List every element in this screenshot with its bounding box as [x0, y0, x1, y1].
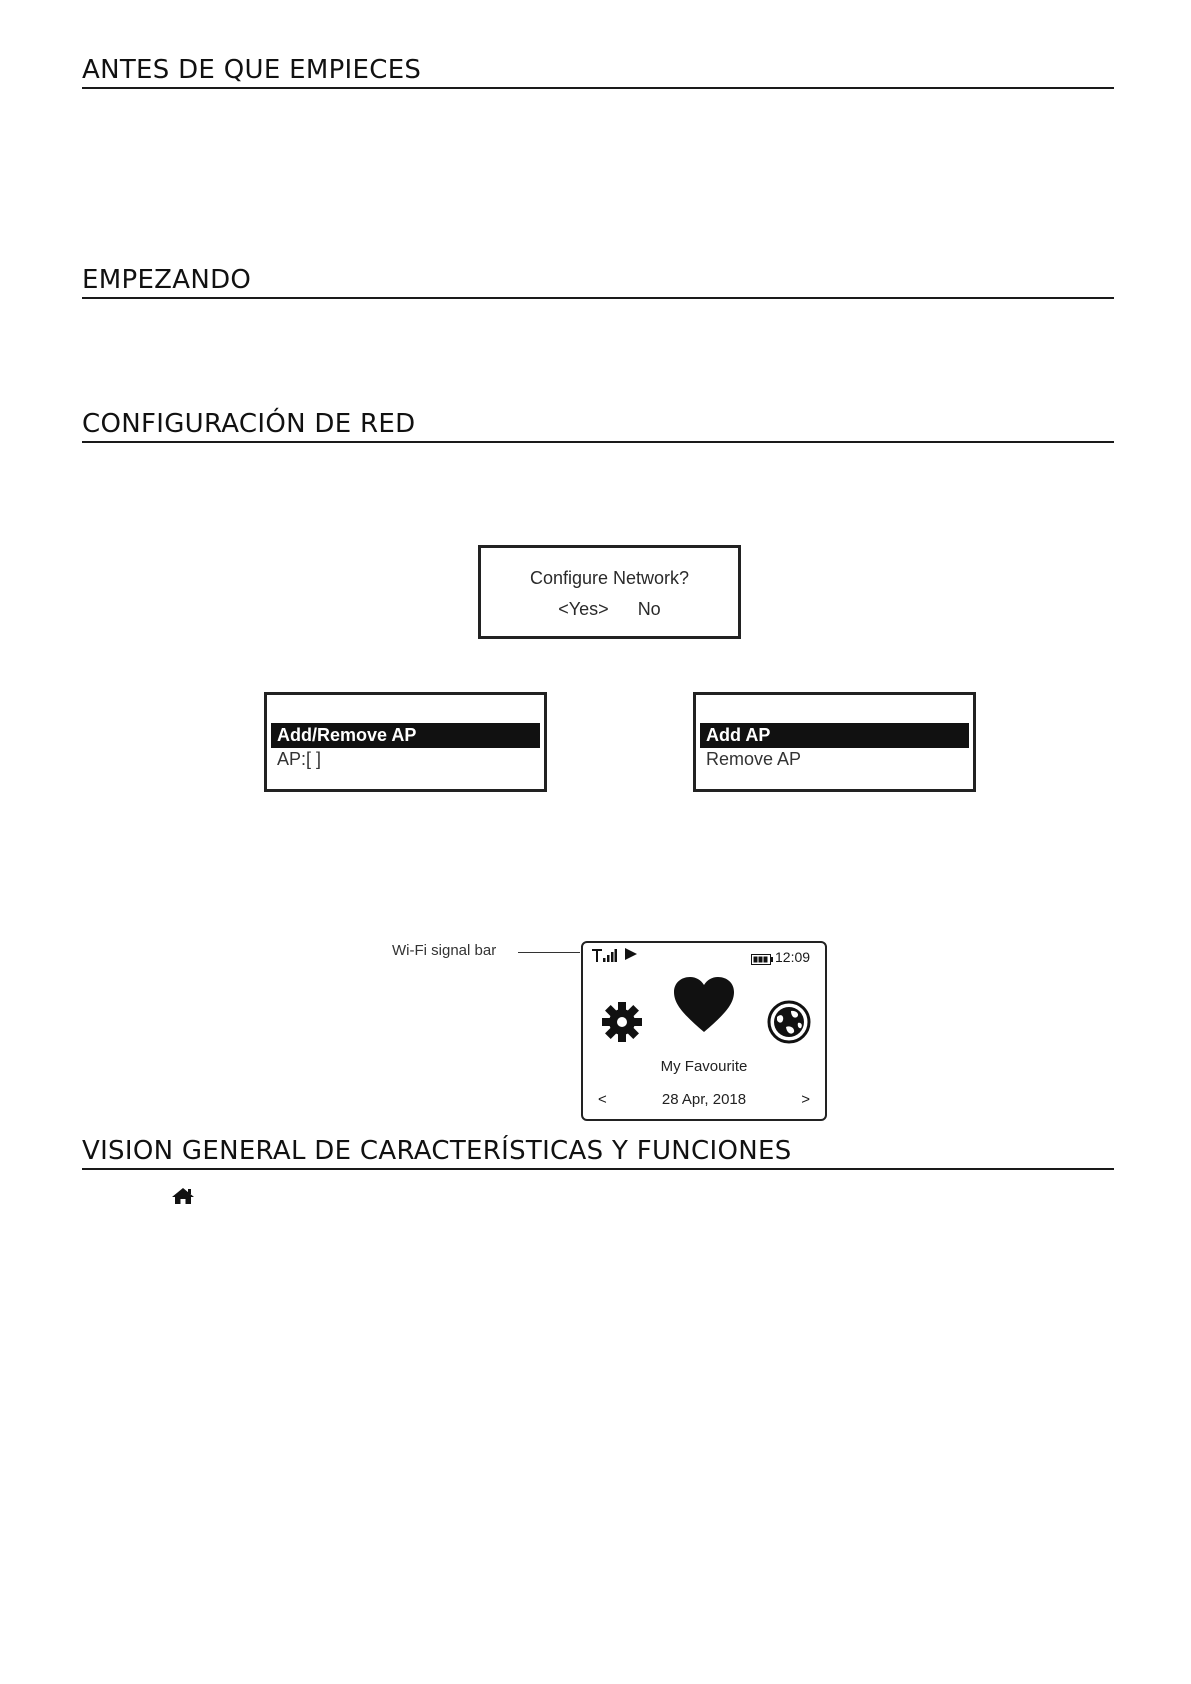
heading-overview: VISION GENERAL DE CARACTERÍSTICAS Y FUNCIONES [82, 1136, 1114, 1170]
configure-network-dialog [478, 545, 741, 639]
dialog-no-option: No [637, 599, 661, 619]
menu-item: AP:[ ] [277, 749, 322, 769]
heart-icon [673, 976, 735, 1039]
home-screen-label: My Favourite [660, 1058, 748, 1075]
dialog-options [481, 599, 738, 620]
clock-time: 12:09 [775, 949, 811, 965]
callout-leader-line [518, 952, 580, 953]
dialog-title: Configure Network? [529, 568, 690, 588]
add-ap-screen [693, 692, 976, 792]
home-screen-date: 28 Apr, 2018 [661, 1091, 747, 1108]
prev-arrow: < [598, 1091, 607, 1108]
dialog-yes-option: <Yes> [558, 599, 609, 619]
gear-icon [601, 1001, 643, 1048]
heading-network-config: CONFIGURACIÓN DE RED [82, 409, 1114, 443]
add-remove-ap-screen [264, 692, 547, 792]
battery-icon [751, 952, 773, 970]
menu-selected-item: Add/Remove AP [271, 723, 540, 748]
signal-icon [591, 949, 617, 968]
heading-getting-started: EMPEZANDO [82, 265, 1114, 299]
globe-icon [767, 1000, 811, 1049]
home-icon [171, 1187, 195, 1210]
menu-item: Remove AP [706, 749, 802, 769]
menu-selected-item: Add AP [700, 723, 969, 748]
home-screen-display [581, 941, 827, 1121]
next-arrow: > [801, 1091, 810, 1108]
play-icon [624, 947, 638, 964]
heading-before-start: ANTES DE QUE EMPIECES [82, 55, 1114, 89]
wifi-signal-callout-label: Wi-Fi signal bar [392, 942, 497, 959]
